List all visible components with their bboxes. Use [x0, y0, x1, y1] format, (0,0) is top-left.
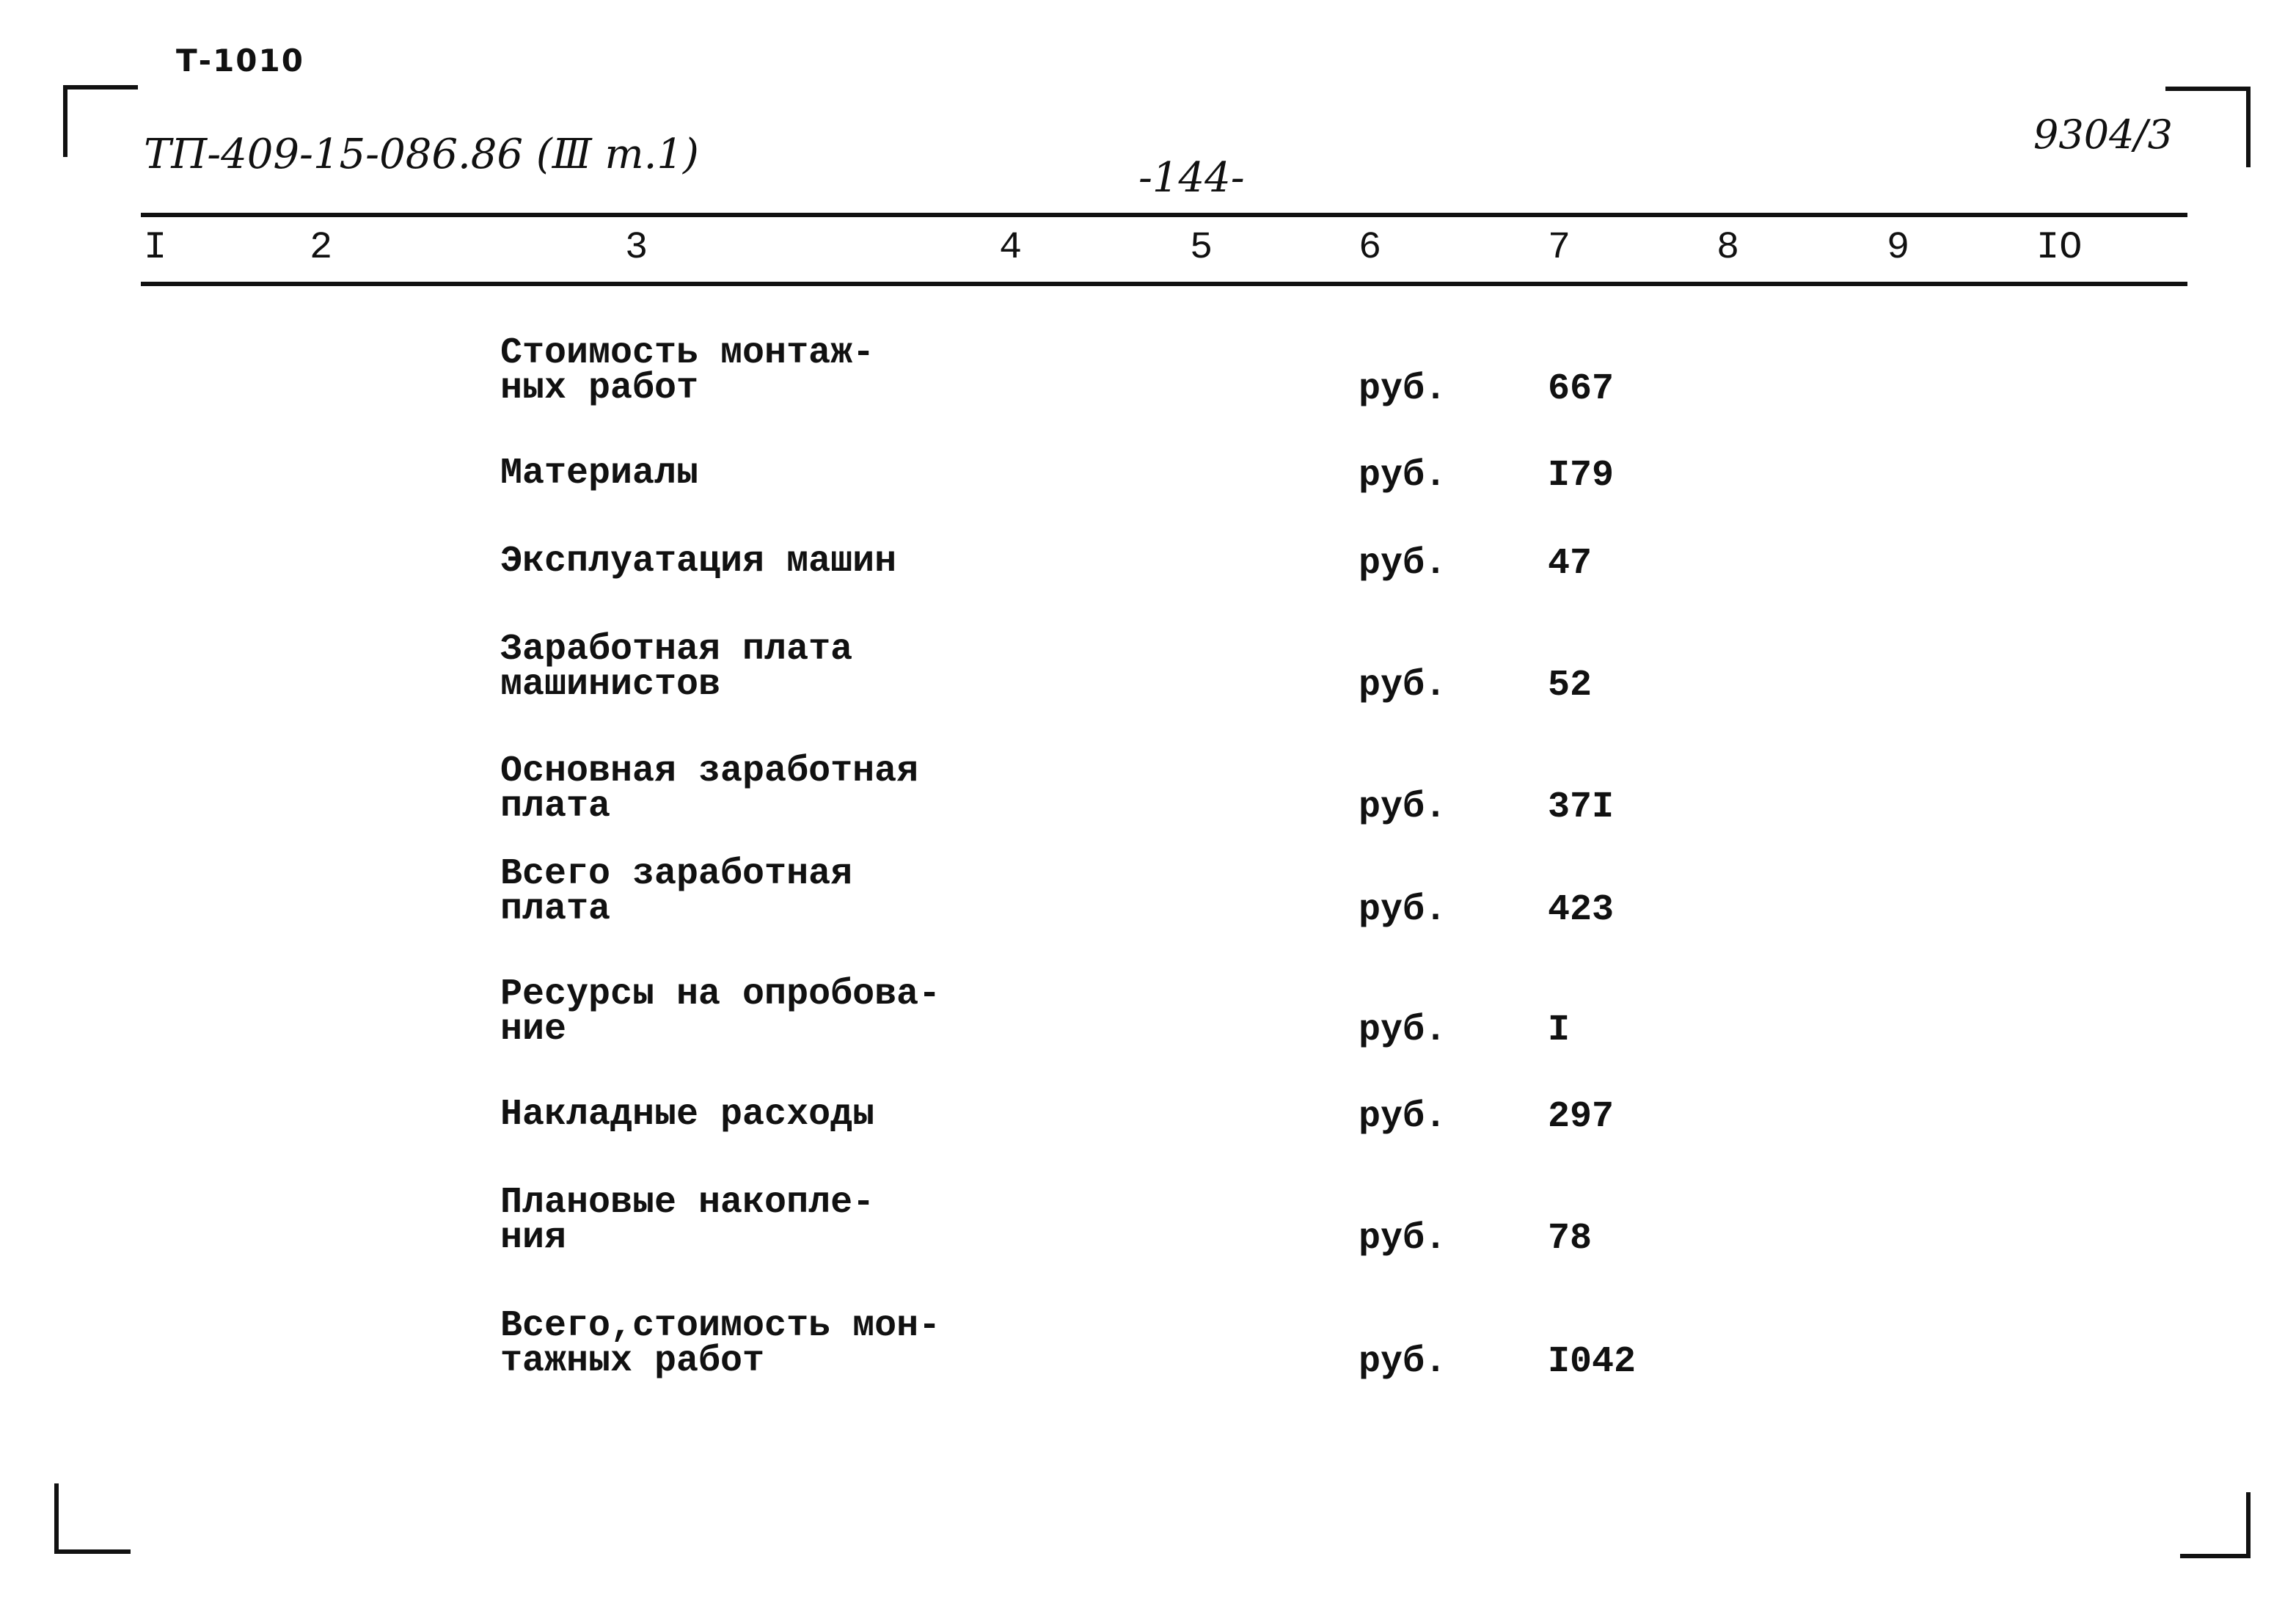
- description-line-1: Стоимость монтаж-: [500, 332, 875, 374]
- description-line-1: Накладные расходы: [500, 1094, 875, 1136]
- description-line-1: Основная заработная: [500, 751, 919, 792]
- table-row-value: 47: [1548, 543, 1593, 585]
- table-row-value: I79: [1548, 455, 1615, 497]
- table-row-description: [500, 332, 875, 409]
- description-line-1: Плановые накопле-: [500, 1182, 875, 1224]
- table-row-unit: руб.: [1359, 1096, 1447, 1138]
- table-row-unit: руб.: [1359, 1009, 1447, 1051]
- table-row-value: I: [1548, 1009, 1571, 1051]
- table-row-value: 297: [1548, 1096, 1615, 1138]
- table-row-value: 667: [1548, 368, 1615, 410]
- table-row-unit: руб.: [1359, 1218, 1447, 1260]
- description-line-1: Ресурсы на опробова-: [500, 974, 941, 1015]
- column-header-2: 2: [310, 226, 333, 269]
- column-header-9: 9: [1887, 226, 1910, 269]
- table-row-description: [500, 1094, 875, 1136]
- table-row-value: I042: [1548, 1341, 1637, 1383]
- document-code: Т-1010: [176, 43, 304, 78]
- table-row-description: [500, 629, 853, 706]
- column-header-8: 8: [1716, 226, 1740, 269]
- column-header-3: 3: [625, 226, 648, 269]
- column-header-7: 7: [1548, 226, 1571, 269]
- description-line-2: плата: [500, 786, 611, 828]
- table-row-description: [500, 974, 941, 1051]
- corner-mark-bottom-right: [2180, 1492, 2251, 1558]
- description-line-2: машинистов: [500, 664, 721, 706]
- corner-mark-top-left: [63, 85, 138, 157]
- column-header-1: I: [144, 226, 167, 269]
- table-row-unit: руб.: [1359, 1341, 1447, 1383]
- table-row-unit: руб.: [1359, 786, 1447, 828]
- description-line-1: Всего заработная: [500, 853, 853, 895]
- description-line-2: ние: [500, 1009, 567, 1051]
- table-row-description: [500, 853, 853, 930]
- description-line-1: Заработная плата: [500, 629, 853, 671]
- description-line-1: Всего,стоимость мон-: [500, 1305, 941, 1347]
- description-line-2: ных работ: [500, 368, 699, 409]
- table-row-value: 37I: [1548, 786, 1615, 828]
- table-row-unit: руб.: [1359, 889, 1447, 931]
- description-line-2: тажных работ: [500, 1340, 765, 1382]
- table-row-unit: руб.: [1359, 543, 1447, 585]
- table-row-value: 52: [1548, 665, 1593, 706]
- table-row-description: [500, 453, 699, 494]
- column-header-6: 6: [1359, 226, 1382, 269]
- table-row-value: 423: [1548, 889, 1615, 931]
- table-row-description: [500, 1182, 875, 1259]
- column-header-10: IO: [2036, 226, 2083, 269]
- table-row-unit: руб.: [1359, 665, 1447, 706]
- table-row-description: [500, 541, 897, 583]
- description-line-2: плата: [500, 888, 611, 930]
- corner-mark-top-right: [2165, 87, 2251, 167]
- table-row-description: [500, 1305, 941, 1382]
- project-code: ТП-409-15-086.86 (Ⅲ т.1): [144, 131, 699, 178]
- page-number: -144-: [1138, 154, 1245, 202]
- column-header-5: 5: [1190, 226, 1213, 269]
- inventory-number: 9304/3: [2033, 112, 2173, 158]
- table-header-top-rule: [141, 213, 2187, 217]
- table-header-bottom-rule: [141, 282, 2187, 286]
- description-line-2: ния: [500, 1217, 567, 1259]
- description-line-1: Эксплуатация машин: [500, 541, 897, 583]
- corner-mark-bottom-left: [54, 1483, 131, 1554]
- table-row-unit: руб.: [1359, 455, 1447, 497]
- description-line-1: Материалы: [500, 453, 699, 494]
- column-header-4: 4: [999, 226, 1023, 269]
- table-row-value: 78: [1548, 1218, 1593, 1260]
- table-row-unit: руб.: [1359, 368, 1447, 410]
- table-row-description: [500, 751, 919, 828]
